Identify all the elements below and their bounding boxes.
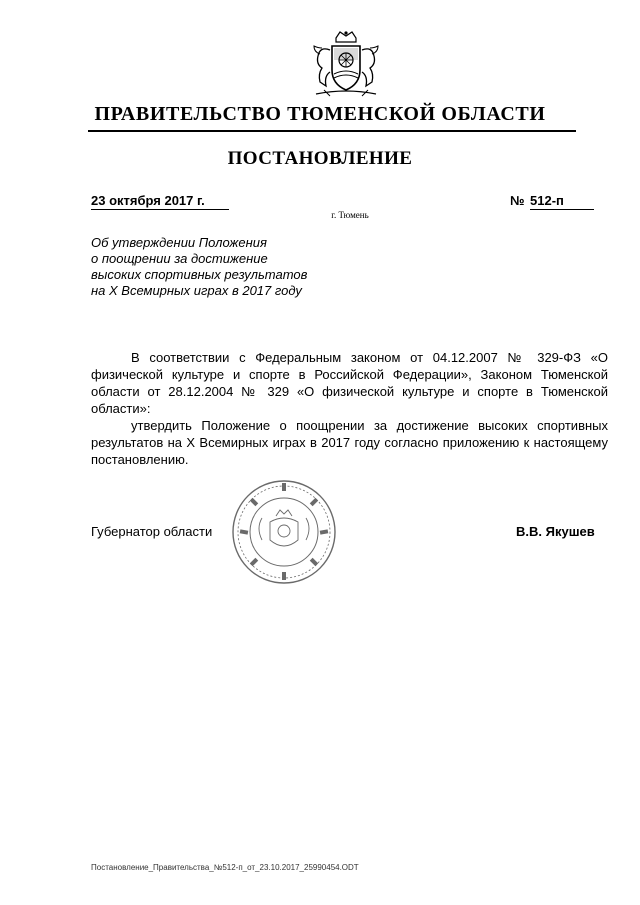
header-divider — [88, 130, 576, 132]
subject-line: на X Всемирных играх в 2017 году — [91, 283, 302, 298]
subject-line: Об утверждении Положения — [91, 235, 267, 250]
document-filename: Постановление_Правительства_№512-п_от_23.10.2017_25990454.ODT — [91, 863, 359, 872]
organization-title: ПРАВИТЕЛЬСТВО ТЮМЕНСКОЙ ОБЛАСТИ — [94, 103, 546, 125]
subject-line: высоких спортивных результатов — [91, 267, 308, 282]
document-number: 512-п — [530, 193, 594, 210]
document-subject — [91, 235, 351, 299]
document-date: 23 октября 2017 г. — [91, 193, 229, 210]
subject-line: о поощрении за достижение — [91, 251, 268, 266]
signatory-role: Губернатор области — [91, 524, 213, 539]
coat-of-arms-icon — [306, 30, 386, 102]
document-type: ПОСТАНОВЛЕНИЕ — [227, 148, 413, 169]
body-paragraph-basis: В соответствии с Федеральным законом от 04.12.2007 № 329-ФЗ «О физической культуре и спорте в Российской Федерации», Законом Тюменской области от 28.12.2004 № 329 «О физической культуре и спорте в Тюменской области»: — [91, 350, 608, 416]
body-paragraph-resolution: утвердить Положение о поощрении за достижение высоких спортивных результатов на X Всемирных играх в 2017 году согласно приложению к настоящему постановлению. — [91, 418, 608, 467]
document-city: г. Тюмень — [331, 210, 369, 220]
official-seal-icon — [230, 478, 338, 586]
number-label: № — [510, 193, 525, 208]
signatory-name: В.В. Якушев — [516, 524, 595, 539]
